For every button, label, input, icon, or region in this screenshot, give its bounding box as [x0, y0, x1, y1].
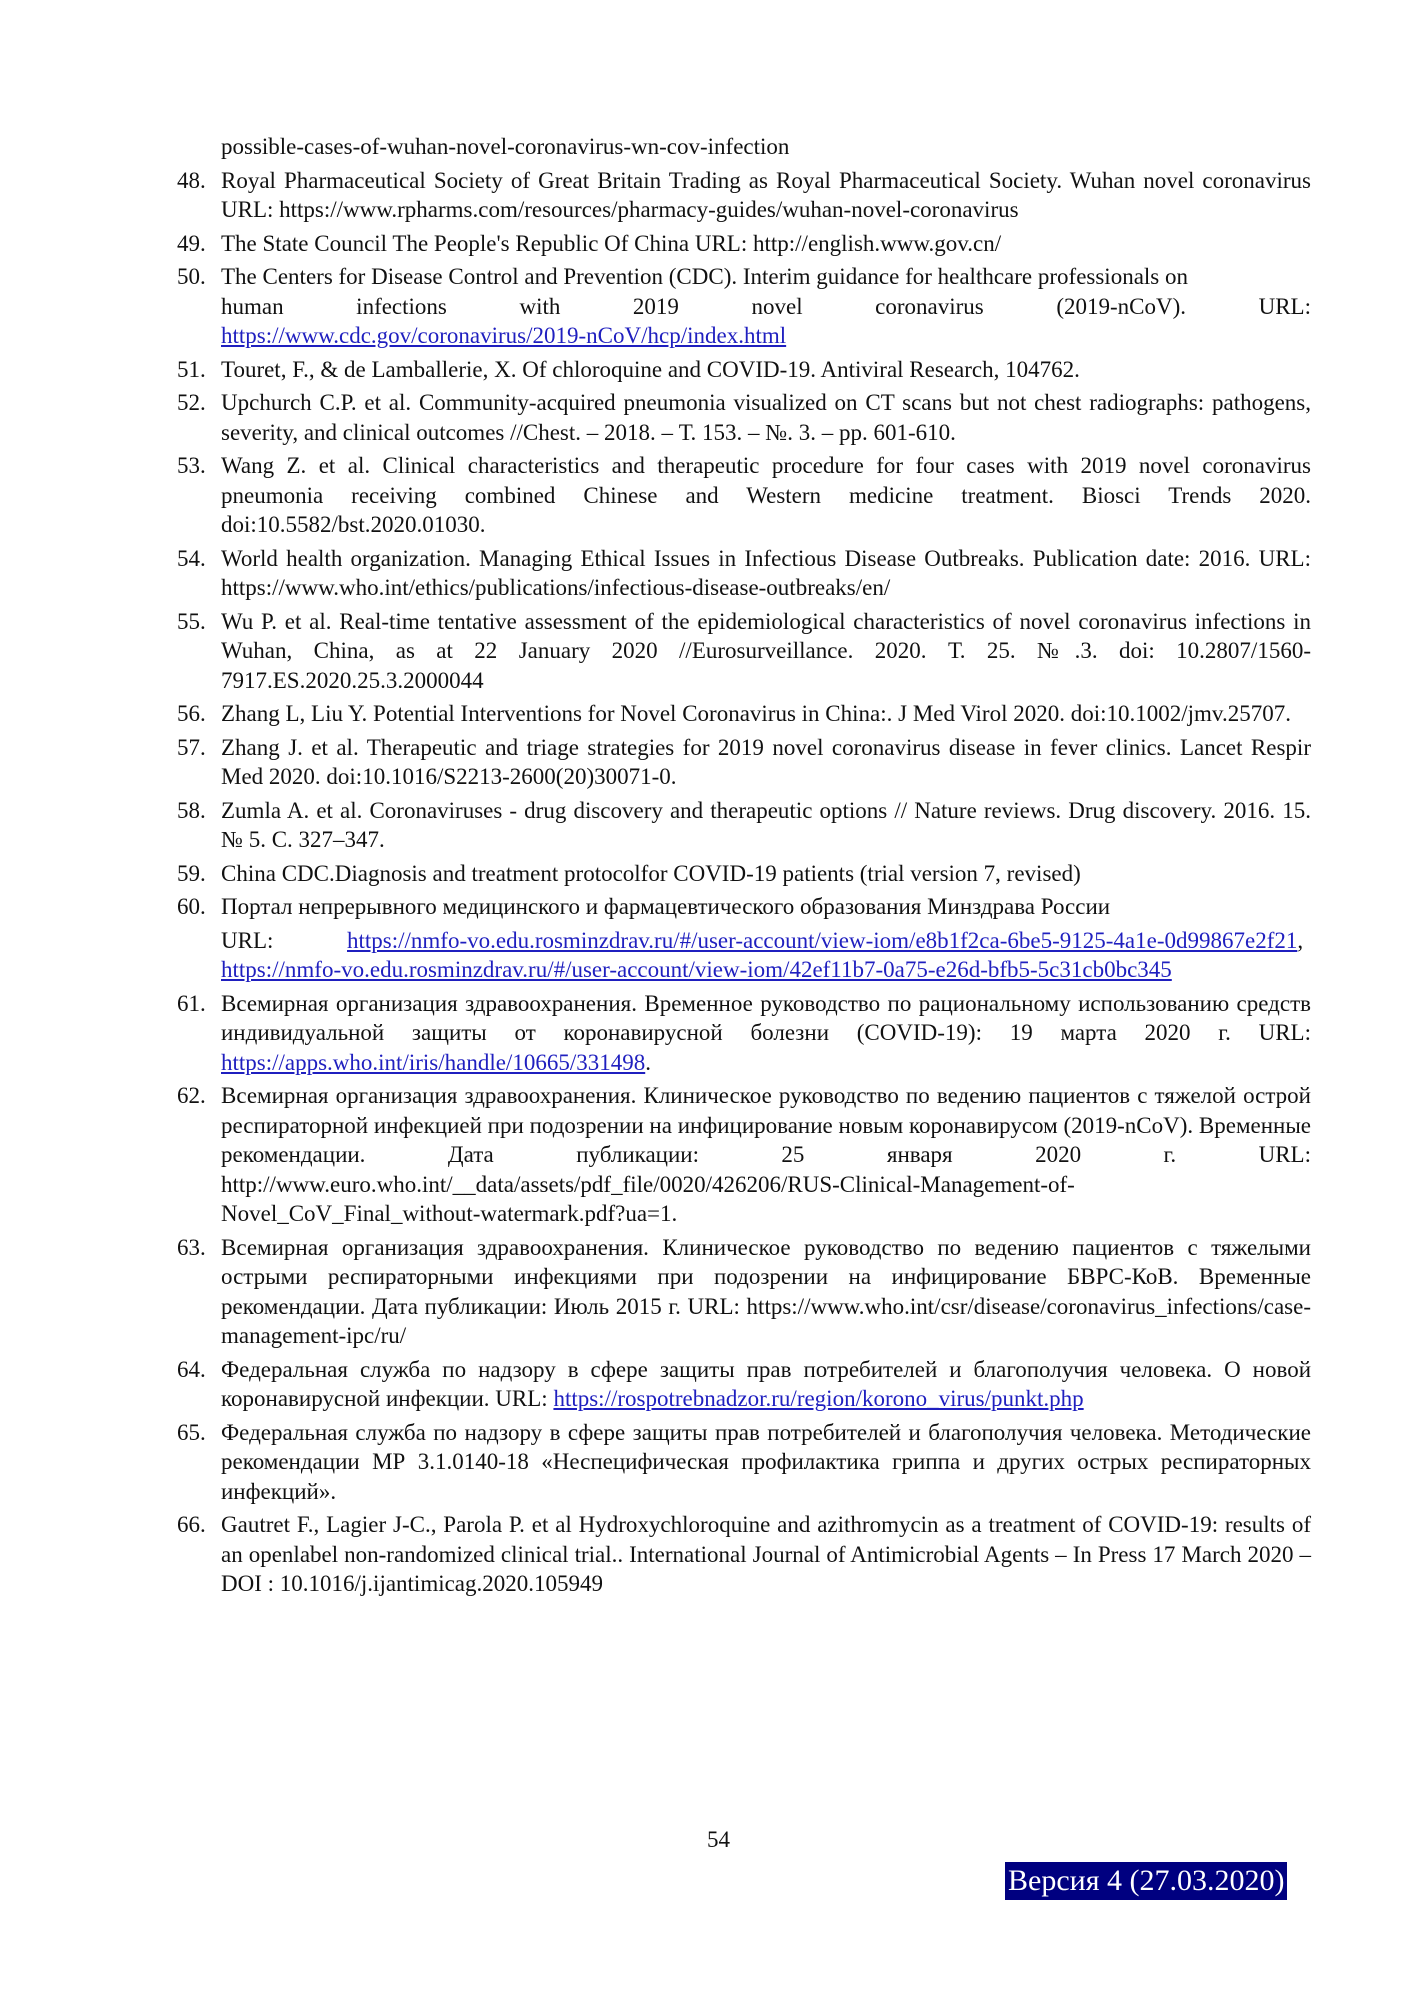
- reference-list: [177, 132, 1311, 1603]
- reference-suffix: .: [645, 1049, 651, 1075]
- reference-item-65: [177, 1418, 1311, 1507]
- url-label: URL:: [221, 927, 274, 953]
- reference-number: 54.: [177, 545, 206, 571]
- reference-item-64: [177, 1355, 1311, 1414]
- reference-number: 63.: [177, 1234, 206, 1260]
- reference-item-62: [177, 1081, 1311, 1229]
- reference-text: [221, 989, 1311, 1078]
- reference-text: The State Council The People's Republic Of China URL: http://english.www.gov.cn/: [221, 230, 1002, 256]
- reference-text: Всемирная организация здравоохранения. Клиническое руководство по ведению пациентов с тяжелой острой респираторной инфекцией при подозрении на инфицирование новым коронавирусом (2019-nCoV). Временные рекомендации. Дата публикации: 25 января 2020 г. URL: http://www.euro.who.int/__data/assets/pdf_file/0020/426206/RUS-Clinical-Management-of-Novel_CoV_Final_without-watermark.pdf?ua=1.: [221, 1083, 1311, 1226]
- reference-item-48: [177, 166, 1311, 225]
- reference-item-60: [177, 892, 1311, 985]
- reference-continuation: possible-cases-of-wuhan-novel-coronavirus-wn-cov-infection: [221, 134, 790, 159]
- reference-number: 49.: [177, 230, 206, 256]
- reference-number: 50.: [177, 264, 206, 289]
- reference-number: 57.: [177, 734, 206, 760]
- link-separator: ,: [1297, 927, 1304, 953]
- reference-title: Портал непрерывного медицинского и фармацевтического образования Минздрава России: [221, 894, 1111, 919]
- reference-text: Zhang L, Liu Y. Potential Interventions for Novel Coronavirus in China:. J Med Virol 2020. doi:10.1002/jmv.25707.: [221, 701, 1291, 726]
- reference-item-56: [177, 699, 1311, 729]
- reference-item-58: [177, 796, 1311, 855]
- who-iris-link[interactable]: https://apps.who.int/iris/handle/10665/331498: [221, 1049, 646, 1075]
- reference-item-49: [177, 229, 1311, 259]
- reference-text: Wang Z. et al. Clinical characteristics and therapeutic procedure for four cases with 2019 novel coronavirus pneumonia receiving combined Chinese and Western medicine treatment. Biosci Trends 2020. doi:10.5582/bst.2020.01030.: [221, 453, 1311, 537]
- reference-item-55: [177, 607, 1311, 696]
- reference-item-51: [177, 355, 1311, 385]
- reference-item-66: [177, 1510, 1311, 1599]
- reference-number: 64.: [177, 1356, 206, 1382]
- reference-body: Федеральная служба по надзору в сфере защиты прав потребителей и благополучия человека. О новой коронавирусной инфекции. URL:: [221, 1356, 1311, 1411]
- reference-number: 62.: [177, 1083, 206, 1108]
- cdc-hcp-link[interactable]: https://www.cdc.gov/coronavirus/2019-nCoV/hcp/index.html: [221, 323, 787, 348]
- nmfo-iom-link-1[interactable]: https://nmfo-vo.edu.rosminzdrav.ru/#/user-account/view-iom/e8b1f2ca-6be5-9125-4a1e-0d99867e2f21: [347, 927, 1298, 953]
- reference-item-63: [177, 1233, 1311, 1351]
- rospotrebnadzor-link[interactable]: https://rospotrebnadzor.ru/region/korono_virus/punkt.php: [553, 1386, 1084, 1411]
- reference-text: World health organization. Managing Ethical Issues in Infectious Disease Outbreaks. Publication date: 2016. URL: https://www.who.int/ethics/publications/infectious-disease-outbreaks/en/: [221, 545, 1311, 600]
- reference-number: 56.: [177, 701, 206, 726]
- reference-body: Всемирная организация здравоохранения. Временное руководство по рациональному использованию средств индивидуальной защиты от коронавирусной болезни (COVID-19): 19 марта 2020 г. URL:: [221, 990, 1311, 1045]
- reference-text: Touret, F., & de Lamballerie, X. Of chloroquine and COVID-19. Antiviral Research, 104762.: [221, 356, 1080, 382]
- nmfo-iom-link-2[interactable]: https://nmfo-vo.edu.rosminzdrav.ru/#/user-account/view-iom/42ef11b7-0a75-e26d-bfb5-5c31cb0bc345: [221, 957, 1172, 982]
- reference-item-61: [177, 989, 1311, 1078]
- reference-item-50: [177, 262, 1311, 351]
- reference-number: 55.: [177, 608, 206, 634]
- reference-text: Upchurch C.P. et al. Community-acquired pneumonia visualized on CT scans but not chest radiographs: pathogens, severity, and clinical outcomes //Chest. – 2018. – Т. 153. – №. 3. – pp. 601-610.: [221, 390, 1311, 445]
- reference-number: 52.: [177, 390, 206, 415]
- reference-text: [221, 1355, 1311, 1414]
- reference-number: 59.: [177, 860, 206, 886]
- reference-line: The Centers for Disease Control and Prevention (CDC). Interim guidance for healthcare professionals on: [221, 264, 1188, 289]
- page-number: 54: [707, 1827, 730, 1852]
- reference-text: Всемирная организация здравоохранения. Клиническое руководство по ведению пациентов с тяжелыми острыми респираторными инфекциями при подозрении на инфицирование БВРС-КоВ. Временные рекомендации. Дата публикации: Июль 2015 г. URL: https://www.who.int/csr/disease/coronavirus_infections/case-management-ipc/ru/: [221, 1234, 1311, 1348]
- reference-text: Gautret F., Lagier J-C., Parola P. et al Hydroxychloroquine and azithromycin as a treatment of COVID-19: results of an openlabel non-randomized clinical trial.. International Journal of Antimicrobial Agents – In Press 17 March 2020 –DOI : 10.1016/j.ijantimicag.2020.105949: [221, 1512, 1311, 1596]
- reference-number: 61.: [177, 990, 206, 1016]
- reference-text: Федеральная служба по надзору в сфере защиты прав потребителей и благополучия человека. Методические рекомендации МР 3.1.0140-18 «Неспецифическая профилактика гриппа и других острых респираторных инфекций».: [221, 1419, 1311, 1504]
- reference-item-54: [177, 544, 1311, 603]
- version-badge: Версия 4 (27.03.2020): [1005, 1862, 1287, 1900]
- reference-text: China CDC.Diagnosis and treatment protocolfor COVID-19 patients (trial version 7, revised): [221, 860, 1081, 886]
- reference-item-53: [177, 451, 1311, 540]
- reference-item-59: [177, 859, 1311, 889]
- reference-number: 60.: [177, 894, 206, 919]
- reference-number: 58.: [177, 797, 206, 823]
- reference-line: human infections with 2019 novel coronavirus (2019-nCoV). URL:: [221, 293, 1311, 319]
- reference-number: 66.: [177, 1512, 206, 1537]
- reference-item-57: [177, 733, 1311, 792]
- reference-text: Royal Pharmaceutical Society of Great Britain Trading as Royal Pharmaceutical Society. Wuhan novel coronavirus URL: https://www.rpharms.com/resources/pharmacy-guides/wuhan-novel-coronavirus: [221, 167, 1311, 222]
- reference-text: Wu P. et al. Real-time tentative assessment of the epidemiological characteristics of novel coronavirus infections in Wuhan, China, as at 22 January 2020 //Eurosurveillance. 2020. Т. 25. №.3. doi: 10.2807/1560-7917.ES.2020.25.3.2000044: [221, 608, 1311, 693]
- reference-item-52: [177, 388, 1311, 447]
- reference-number: 51.: [177, 356, 206, 382]
- reference-text: [221, 892, 1311, 985]
- reference-number: 53.: [177, 453, 206, 478]
- reference-text: Zumla A. et al. Coronaviruses - drug discovery and therapeutic options // Nature reviews. Drug discovery. 2016. 15. № 5. С. 327–347.: [221, 797, 1311, 852]
- reference-text: Zhang J. et al. Therapeutic and triage strategies for 2019 novel coronavirus disease in fever clinics. Lancet Respir Med 2020. doi:10.1016/S2213-2600(20)30071-0.: [221, 734, 1311, 789]
- reference-text: [221, 262, 1311, 351]
- reference-number: 65.: [177, 1419, 206, 1445]
- reference-number: 48.: [177, 167, 206, 193]
